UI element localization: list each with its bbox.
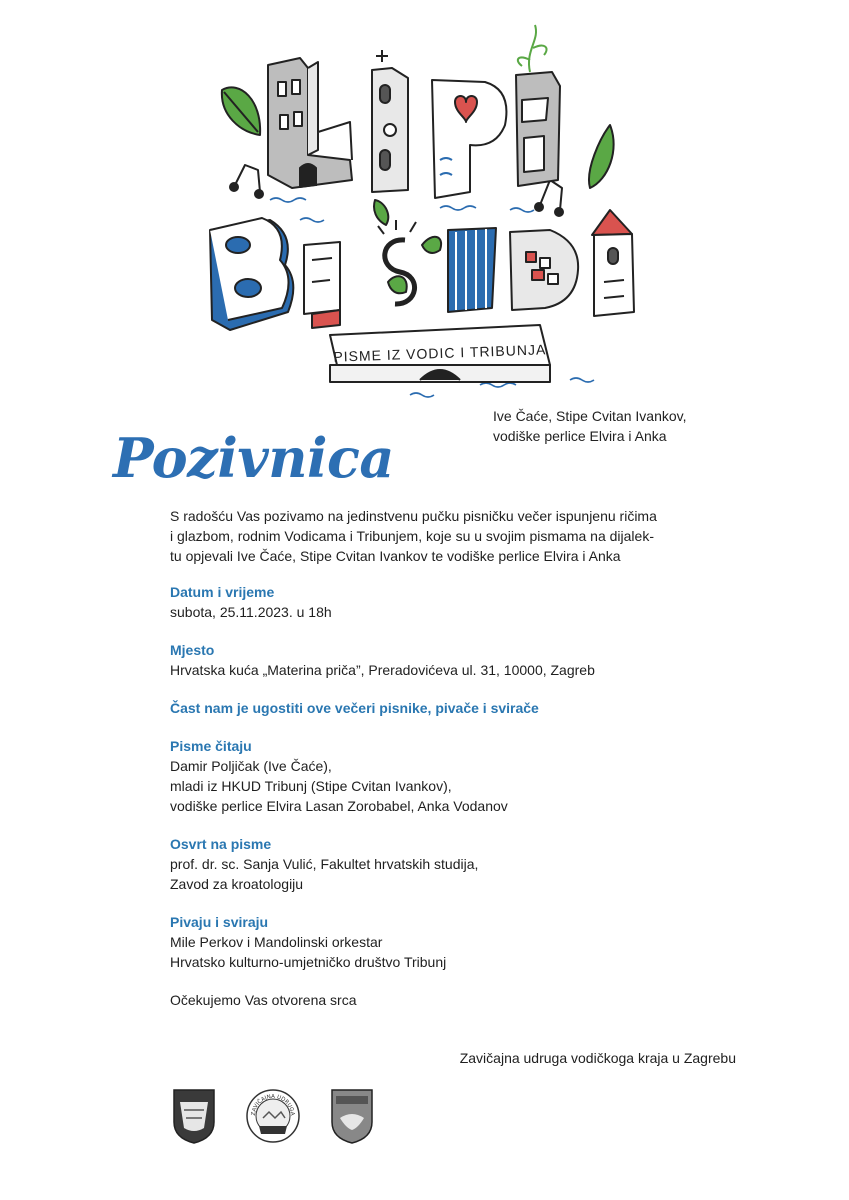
page-title: Pozivnica [113, 426, 394, 490]
section-date [170, 582, 750, 622]
section-line: vodiške perlice Elvira Lasan Zorobabel, Anka Vodanov [170, 798, 508, 814]
subtitle-text: PISME IZ VODIC I TRIBUNJA [333, 341, 547, 365]
letter-e-house [516, 25, 560, 186]
letter-i-bell-tower [372, 50, 408, 192]
section-heading: Mjesto [170, 642, 215, 658]
section-line: prof. dr. sc. Sanja Vulić, Fakultet hrvatskih studija, [170, 856, 479, 872]
section-line: Mile Perkov i Mandolinski orkestar [170, 934, 383, 950]
poets-note-line: Ive Čaće, Stipe Cvitan Ivankov, [493, 408, 687, 424]
section-heading: Pivaju i sviraju [170, 914, 269, 930]
section-heading: Datum i vrijeme [170, 584, 275, 600]
intro-paragraph [170, 506, 750, 566]
letter-b [210, 218, 293, 330]
invitation-content [170, 506, 750, 1010]
letter-p [432, 80, 506, 198]
letter-i-striped [448, 228, 496, 312]
leaf-icon [374, 200, 388, 225]
section-heading: Osvrt na pisme [170, 836, 272, 852]
poets-note-line: vodiške perlice Elvira i Anka [493, 428, 667, 444]
section-review [170, 834, 750, 894]
section-line: mladi iz HKUD Tribunj (Stipe Cvitan Ivankov), [170, 778, 452, 794]
intro-line: S radošću Vas pozivamo na jedinstvenu pučku pisničku večer ispunjenu ričima [170, 508, 657, 524]
poets-note [493, 406, 687, 446]
letter-l-tower [268, 58, 352, 188]
section-line: Hrvatsko kulturno-umjetničko društvo Tribunj [170, 954, 447, 970]
intro-line: tu opjevali Ive Čaće, Stipe Cvitan Ivankov te vodiške perlice Elvira i Anka [170, 548, 621, 564]
leaf-icon [422, 237, 441, 253]
section-heading: Čast nam je ugostiti ove večeri pisnike, pivače i svirače [170, 700, 539, 716]
tribunj-coat-of-arms-logo [330, 1088, 374, 1144]
organizer-name: Zavičajna udruga vodičkoga kraja u Zagrebu [459, 1050, 736, 1066]
section-reading [170, 736, 750, 816]
section-line: Hrvatska kuća „Materina priča”, Preradovićeva ul. 31, 10000, Zagreb [170, 662, 595, 678]
section-line: Damir Poljičak (Ive Čaće), [170, 758, 332, 774]
leaf-icon [589, 125, 614, 188]
intro-line: i glazbom, rodnim Vodicama i Tribunjem, koje su u svojim pismama na dijalek- [170, 528, 654, 544]
letter-d-village [510, 230, 578, 310]
letter-e-tower [592, 210, 634, 316]
section-honor [170, 698, 750, 718]
letter-e-book [304, 242, 340, 328]
vodice-coat-of-arms-logo [172, 1088, 216, 1144]
association-seal-logo [245, 1088, 301, 1144]
lipe-beside-artwork [200, 20, 660, 405]
section-music [170, 912, 750, 972]
section-line: Zavod za kroatologiju [170, 876, 304, 892]
seal-ring-text: ZAVIČAJNA UDRUGA [250, 1093, 296, 1117]
closing-line: Očekujemo Vas otvorena srca [170, 992, 357, 1008]
section-place [170, 640, 750, 680]
section-heading: Pisme čitaju [170, 738, 252, 754]
section-line: subota, 25.11.2023. u 18h [170, 604, 332, 620]
leaf-icon [388, 276, 407, 293]
